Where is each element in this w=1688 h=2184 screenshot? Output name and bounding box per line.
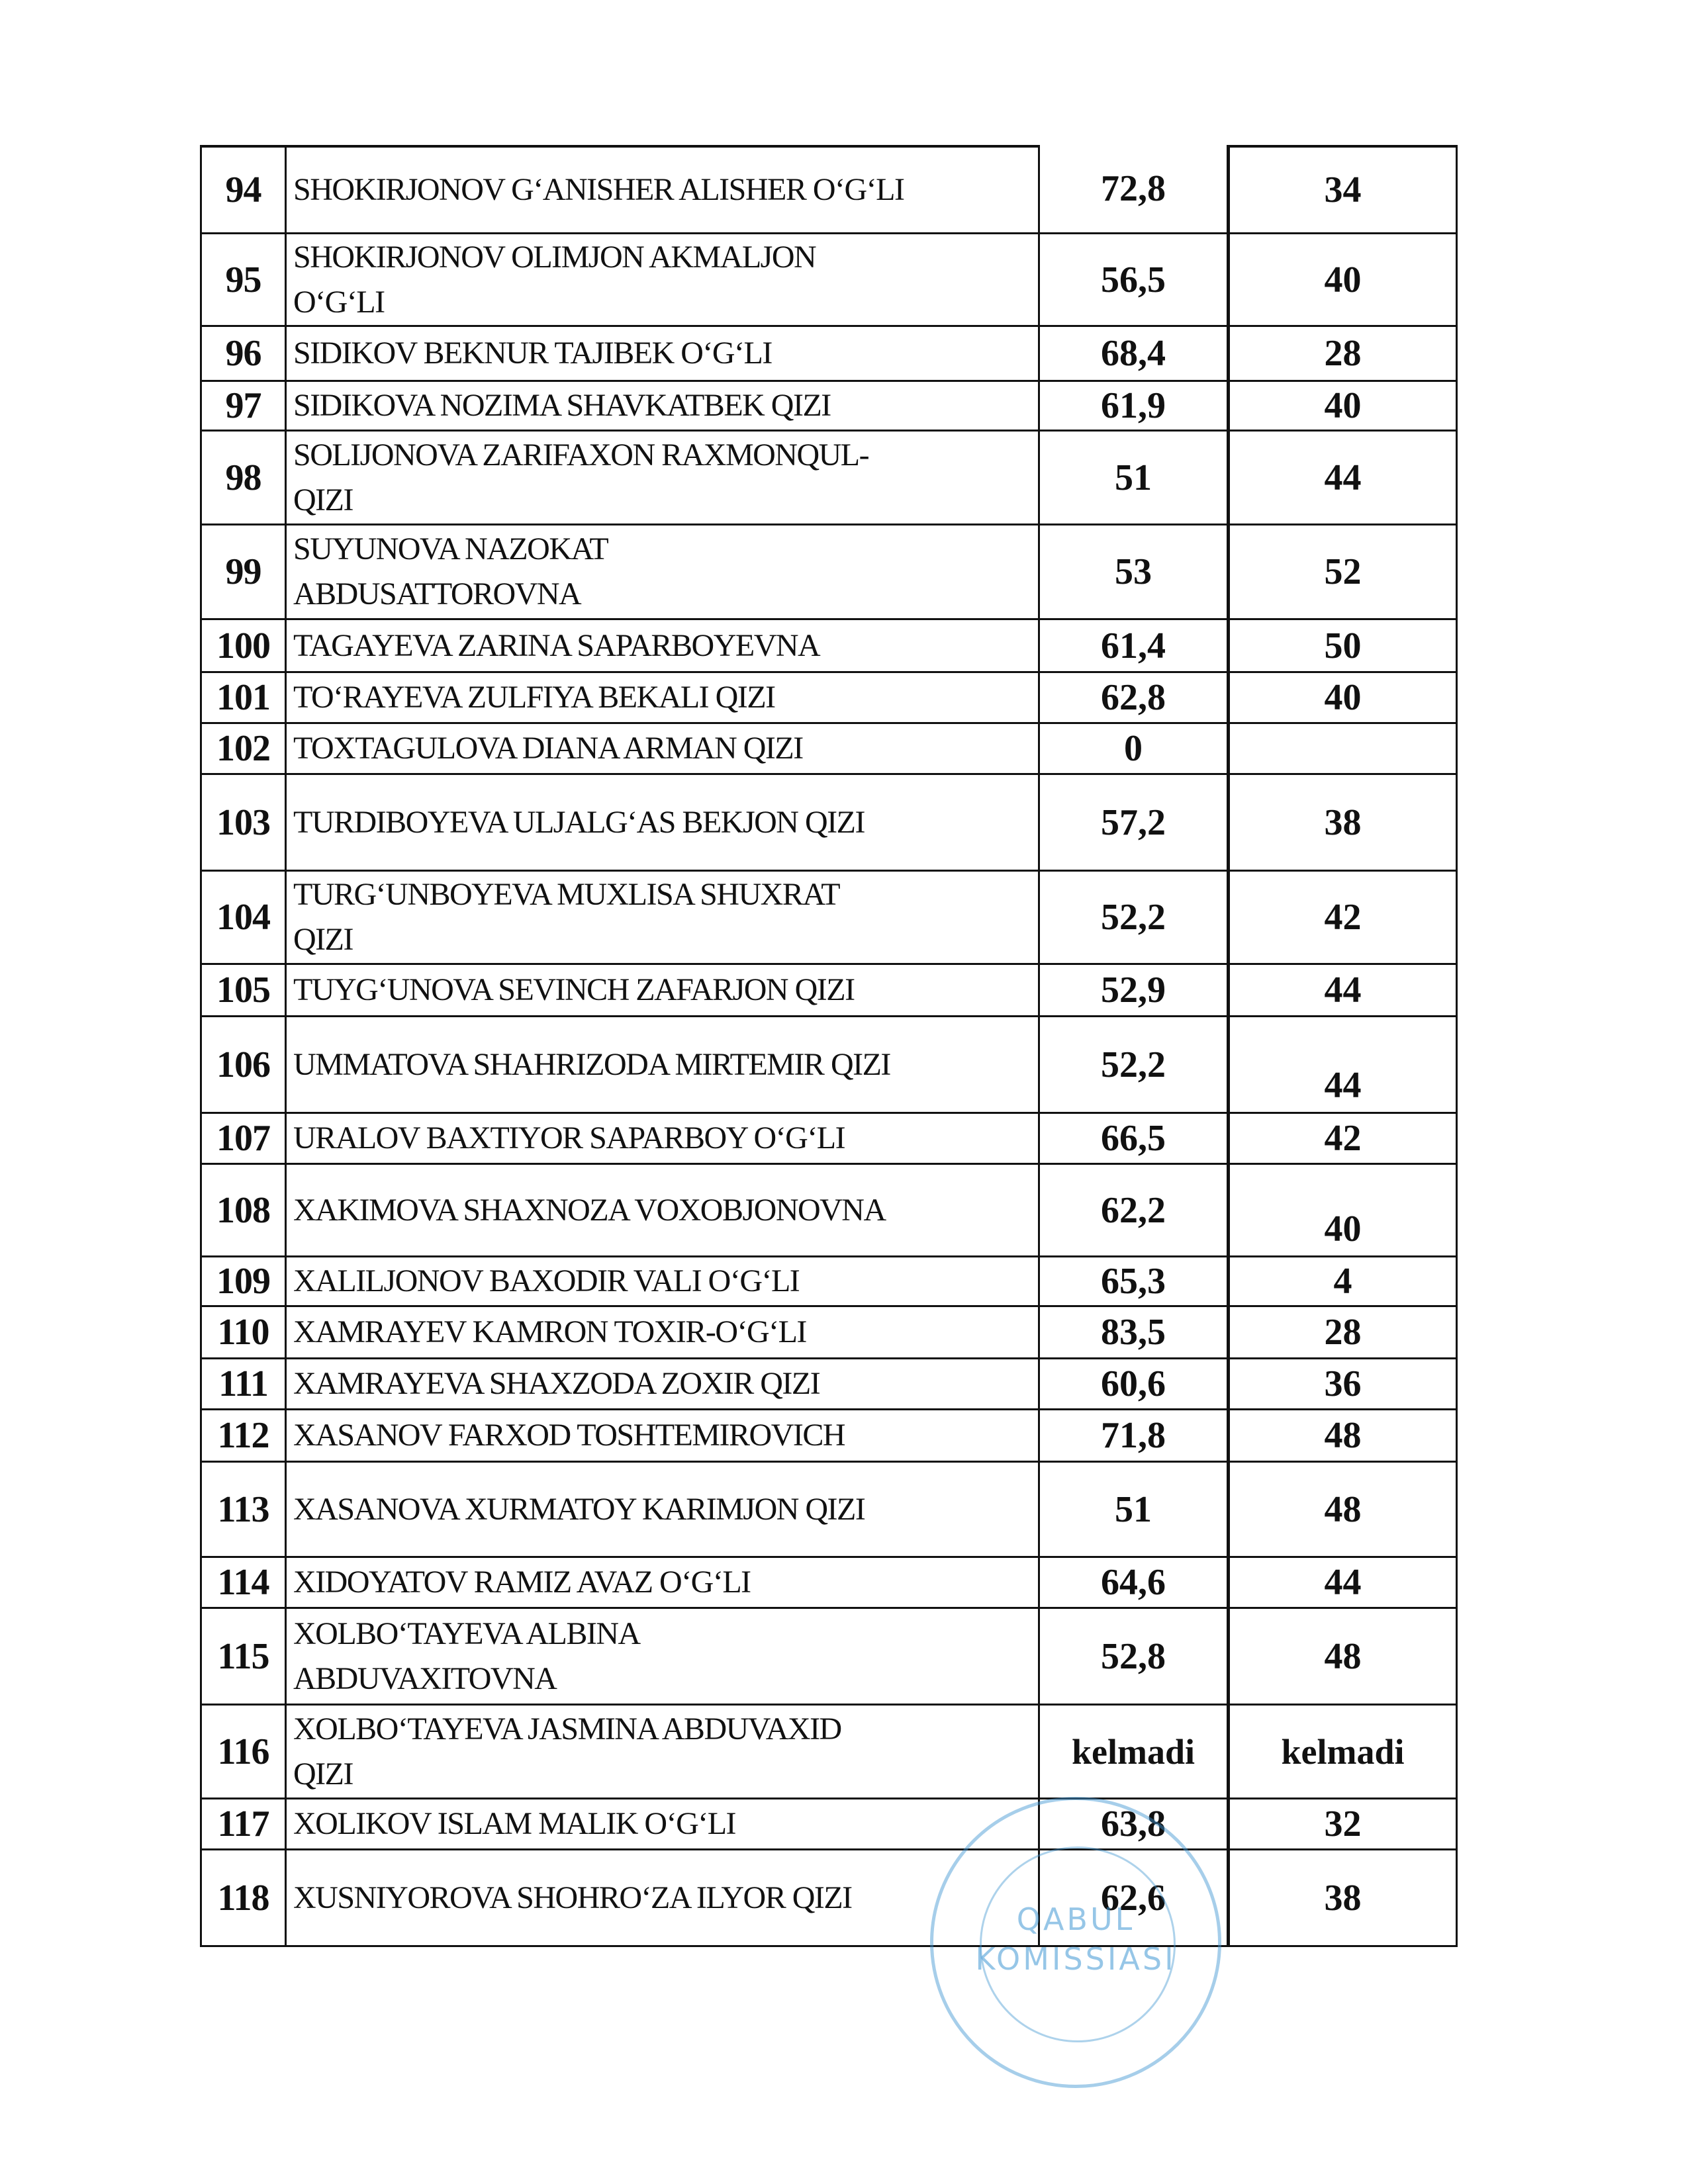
second-score-cell: 48 bbox=[1230, 1410, 1458, 1463]
row-number: 103 bbox=[200, 775, 287, 872]
table-row bbox=[200, 1017, 1458, 1114]
table-row bbox=[200, 525, 1458, 620]
student-name bbox=[287, 1165, 1040, 1257]
student-name-line: XALILJONOV BAXODIR VALI O‘G‘LI bbox=[293, 1263, 800, 1298]
second-score-cell: 4 bbox=[1230, 1257, 1458, 1307]
row-number: 113 bbox=[200, 1463, 287, 1558]
score-cell: 53 bbox=[1040, 525, 1230, 620]
student-name-line: XOLBO‘TAYEVA JASMINA ABDUVAXID bbox=[293, 1711, 841, 1747]
row-number: 112 bbox=[200, 1410, 287, 1463]
score-cell: 71,8 bbox=[1040, 1410, 1230, 1463]
score-cell: 61,9 bbox=[1040, 382, 1230, 432]
student-name-line: QIZI bbox=[293, 482, 353, 518]
student-name bbox=[287, 1706, 1040, 1799]
row-number: 114 bbox=[200, 1558, 287, 1609]
student-name-line: SHOKIRJONOV G‘ANISHER ALISHER O‘G‘LI bbox=[293, 172, 904, 207]
table-row bbox=[200, 724, 1458, 775]
stamp-line-1: QABUL bbox=[1016, 1901, 1135, 1937]
table-row bbox=[200, 382, 1458, 432]
second-score-cell: 40 bbox=[1230, 382, 1458, 432]
second-score-cell: 28 bbox=[1230, 327, 1458, 382]
score-cell: 83,5 bbox=[1040, 1307, 1230, 1359]
row-number: 118 bbox=[200, 1850, 287, 1947]
student-name bbox=[287, 432, 1040, 525]
row-number: 99 bbox=[200, 525, 287, 620]
score-cell: 52,8 bbox=[1040, 1609, 1230, 1706]
second-score-cell: 44 bbox=[1230, 1558, 1458, 1609]
second-score-cell: 28 bbox=[1230, 1307, 1458, 1359]
student-name bbox=[287, 1114, 1040, 1165]
second-score-cell: 42 bbox=[1230, 872, 1458, 965]
student-name-line: XIDOYATOV RAMIZ AVAZ O‘G‘LI bbox=[293, 1565, 751, 1600]
student-name bbox=[287, 1463, 1040, 1558]
second-score-cell: 34 bbox=[1230, 145, 1458, 234]
second-score-cell: 44 bbox=[1230, 1017, 1458, 1114]
student-name bbox=[287, 620, 1040, 673]
second-score-cell: kelmadi bbox=[1230, 1706, 1458, 1799]
second-score-cell: 40 bbox=[1230, 234, 1458, 327]
row-number: 100 bbox=[200, 620, 287, 673]
student-name bbox=[287, 775, 1040, 872]
score-cell: 66,5 bbox=[1040, 1114, 1230, 1165]
student-name-line: TOXTAGULOVA DIANA ARMAN QIZI bbox=[293, 731, 803, 766]
student-name-line: ABDUVAXITOVNA bbox=[293, 1661, 557, 1696]
student-name-line: TURDIBOYEVA ULJALG‘AS BEKJON QIZI bbox=[293, 804, 865, 840]
row-number: 106 bbox=[200, 1017, 287, 1114]
student-name-line: XOLBO‘TAYEVA ALBINA bbox=[293, 1615, 640, 1651]
score-cell: 61,4 bbox=[1040, 620, 1230, 673]
score-cell: 68,4 bbox=[1040, 327, 1230, 382]
student-name-line: XAMRAYEVA SHAXZODA ZOXIR QIZI bbox=[293, 1366, 820, 1401]
table-row bbox=[200, 234, 1458, 327]
student-name bbox=[287, 234, 1040, 327]
score-cell: 51 bbox=[1040, 1463, 1230, 1558]
student-name-line: QIZI bbox=[293, 922, 353, 957]
student-name bbox=[287, 382, 1040, 432]
second-score-cell: 48 bbox=[1230, 1463, 1458, 1558]
student-name-line: SIDIKOV BEKNUR TAJIBEK O‘G‘LI bbox=[293, 336, 772, 371]
row-number: 111 bbox=[200, 1359, 287, 1410]
student-name bbox=[287, 1850, 1040, 1947]
table-row bbox=[200, 775, 1458, 872]
score-cell: 52,2 bbox=[1040, 1017, 1230, 1114]
row-number: 97 bbox=[200, 382, 287, 432]
score-cell: 62,8 bbox=[1040, 673, 1230, 724]
score-cell: 51 bbox=[1040, 432, 1230, 525]
student-name-line: TAGAYEVA ZARINA SAPARBOYEVNA bbox=[293, 627, 820, 663]
score-cell: 60,6 bbox=[1040, 1359, 1230, 1410]
second-score-cell: 50 bbox=[1230, 620, 1458, 673]
score-cell: 0 bbox=[1040, 724, 1230, 775]
row-number: 116 bbox=[200, 1706, 287, 1799]
score-cell: 63,8 bbox=[1040, 1799, 1230, 1850]
score-cell: 62,6 bbox=[1040, 1850, 1230, 1947]
table-row bbox=[200, 673, 1458, 724]
student-name-line: SHOKIRJONOV OLIMJON AKMALJON bbox=[293, 239, 816, 275]
row-number: 98 bbox=[200, 432, 287, 525]
second-score-cell: 40 bbox=[1230, 1165, 1458, 1257]
student-name bbox=[287, 724, 1040, 775]
row-number: 94 bbox=[200, 145, 287, 234]
row-number: 115 bbox=[200, 1609, 287, 1706]
student-name-line: XAKIMOVA SHAXNOZA VOXOBJONOVNA bbox=[293, 1192, 886, 1228]
second-score-cell: 36 bbox=[1230, 1359, 1458, 1410]
row-number: 101 bbox=[200, 673, 287, 724]
row-number: 102 bbox=[200, 724, 287, 775]
table-row bbox=[200, 1307, 1458, 1359]
student-name bbox=[287, 1359, 1040, 1410]
table-row bbox=[200, 1558, 1458, 1609]
student-name bbox=[287, 525, 1040, 620]
second-score-cell: 32 bbox=[1230, 1799, 1458, 1850]
student-name bbox=[287, 145, 1040, 234]
second-score-cell: 38 bbox=[1230, 1850, 1458, 1947]
row-number: 109 bbox=[200, 1257, 287, 1307]
student-name-line: QIZI bbox=[293, 1756, 353, 1792]
table-row bbox=[200, 1165, 1458, 1257]
student-name-line: O‘G‘LI bbox=[293, 284, 385, 320]
student-name bbox=[287, 1609, 1040, 1706]
score-cell: 52,2 bbox=[1040, 872, 1230, 965]
student-name-line: XASANOVA XURMATOY KARIMJON QIZI bbox=[293, 1491, 865, 1527]
student-name bbox=[287, 965, 1040, 1017]
student-name bbox=[287, 872, 1040, 965]
table-row bbox=[200, 432, 1458, 525]
student-name bbox=[287, 1307, 1040, 1359]
table-row bbox=[200, 1463, 1458, 1558]
row-number: 110 bbox=[200, 1307, 287, 1359]
table-row bbox=[200, 1359, 1458, 1410]
student-name-line: XUSNIYOROVA SHOHRO‘ZA ILYOR QIZI bbox=[293, 1880, 852, 1915]
student-name-line: TO‘RAYEVA ZULFIYA BEKALI QIZI bbox=[293, 680, 775, 715]
score-cell: 65,3 bbox=[1040, 1257, 1230, 1307]
student-name-line: XAMRAYEV KAMRON TOXIR-O‘G‘LI bbox=[293, 1314, 806, 1349]
second-score-cell: 44 bbox=[1230, 432, 1458, 525]
student-name-line: SOLIJONOVA ZARIFAXON RAXMONQUL- bbox=[293, 437, 869, 473]
table-row bbox=[200, 1410, 1458, 1463]
row-number: 108 bbox=[200, 1165, 287, 1257]
student-name bbox=[287, 1017, 1040, 1114]
second-score-cell: 52 bbox=[1230, 525, 1458, 620]
student-name-line: URALOV BAXTIYOR SAPARBOY O‘G‘LI bbox=[293, 1120, 845, 1156]
score-cell: 52,9 bbox=[1040, 965, 1230, 1017]
table-row bbox=[200, 620, 1458, 673]
second-score-cell: 44 bbox=[1230, 965, 1458, 1017]
score-cell: 72,8 bbox=[1040, 145, 1230, 234]
student-name bbox=[287, 1558, 1040, 1609]
second-score-cell: 38 bbox=[1230, 775, 1458, 872]
second-score-cell: 40 bbox=[1230, 673, 1458, 724]
student-name bbox=[287, 673, 1040, 724]
student-name-line: TURG‘UNBOYEVA MUXLISA SHUXRAT bbox=[293, 877, 840, 912]
table-row bbox=[200, 1706, 1458, 1799]
student-name bbox=[287, 1257, 1040, 1307]
table-row bbox=[200, 872, 1458, 965]
row-number: 117 bbox=[200, 1799, 287, 1850]
table-row bbox=[200, 1609, 1458, 1706]
student-name-line: UMMATOVA SHAHRIZODA MIRTEMIR QIZI bbox=[293, 1046, 890, 1082]
score-cell: 62,2 bbox=[1040, 1165, 1230, 1257]
table-row bbox=[200, 327, 1458, 382]
row-number: 95 bbox=[200, 234, 287, 327]
student-name bbox=[287, 327, 1040, 382]
table-row bbox=[200, 1850, 1458, 1947]
row-number: 107 bbox=[200, 1114, 287, 1165]
student-name-line: ABDUSATTOROVNA bbox=[293, 576, 581, 612]
second-score-cell bbox=[1230, 724, 1458, 775]
score-cell: 64,6 bbox=[1040, 1558, 1230, 1609]
student-name-line: TUYG‘UNOVA SEVINCH ZAFARJON QIZI bbox=[293, 972, 855, 1007]
student-name-line: SIDIKOVA NOZIMA SHAVKATBEK QIZI bbox=[293, 388, 831, 423]
score-cell: 56,5 bbox=[1040, 234, 1230, 327]
results-table bbox=[200, 145, 1458, 1947]
score-cell: kelmadi bbox=[1040, 1706, 1230, 1799]
row-number: 105 bbox=[200, 965, 287, 1017]
table-row bbox=[200, 965, 1458, 1017]
student-name-line: XOLIKOV ISLAM MALIK O‘G‘LI bbox=[293, 1806, 736, 1841]
table-row bbox=[200, 145, 1458, 234]
row-number: 104 bbox=[200, 872, 287, 965]
row-number: 96 bbox=[200, 327, 287, 382]
second-score-cell: 42 bbox=[1230, 1114, 1458, 1165]
table-row bbox=[200, 1799, 1458, 1850]
table-row bbox=[200, 1257, 1458, 1307]
table-row bbox=[200, 1114, 1458, 1165]
student-name bbox=[287, 1799, 1040, 1850]
stamp-line-2: KOMISSIASI bbox=[975, 1941, 1176, 1977]
score-cell: 57,2 bbox=[1040, 775, 1230, 872]
student-name-line: SUYUNOVA NAZOKAT bbox=[293, 531, 608, 567]
student-name-line: XASANOV FARXOD TOSHTEMIROVICH bbox=[293, 1418, 845, 1453]
student-name bbox=[287, 1410, 1040, 1463]
second-score-cell: 48 bbox=[1230, 1609, 1458, 1706]
